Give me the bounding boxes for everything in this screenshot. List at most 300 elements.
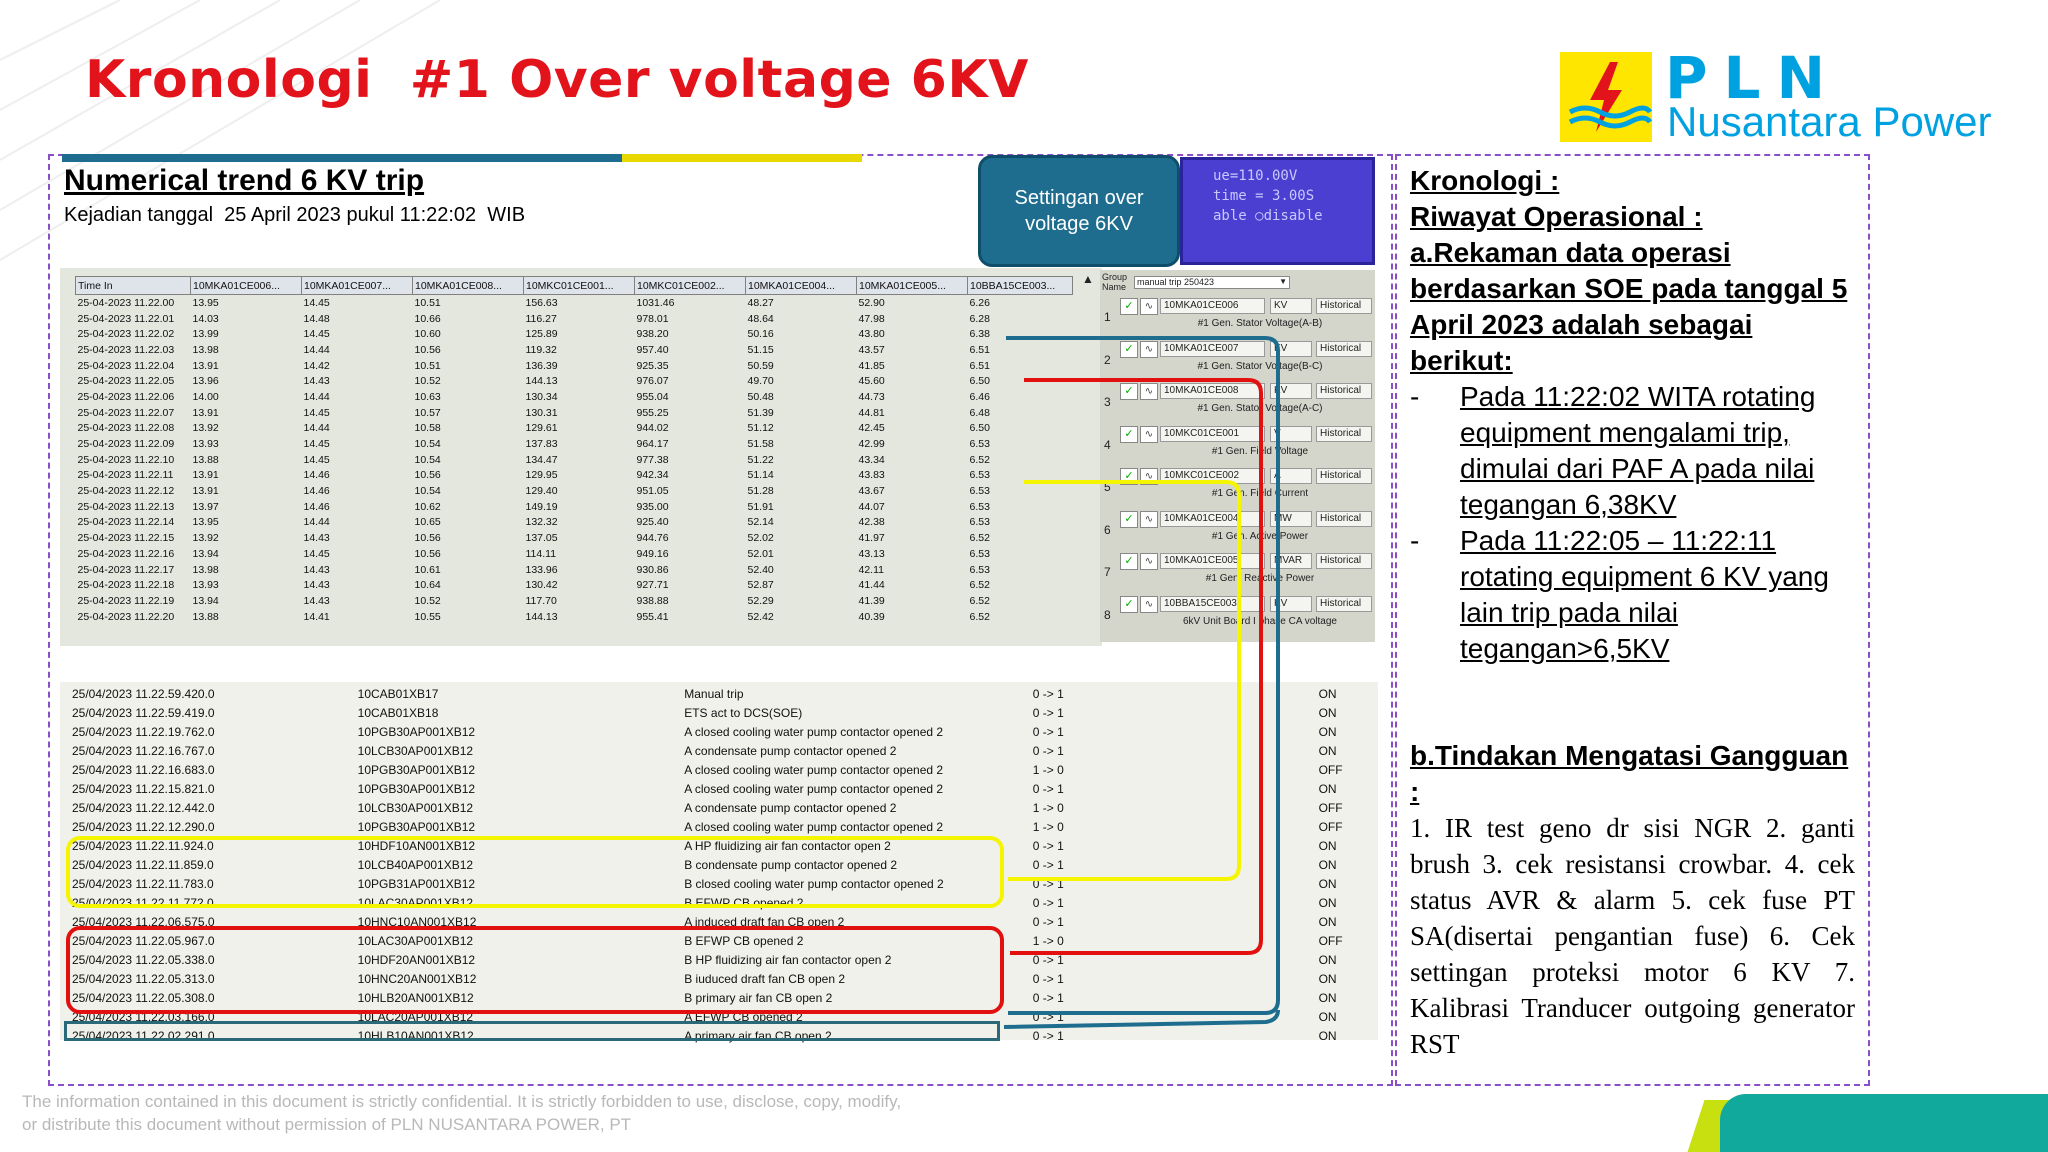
check-icon[interactable]: ✓ [1120, 383, 1138, 400]
trend-cell: 6.50 [969, 422, 990, 435]
footer-accent-teal [1720, 1094, 2048, 1152]
soe-cell: OFF [1318, 819, 1343, 834]
trend-cell: 129.40 [525, 485, 558, 498]
check-icon[interactable]: ✓ [1120, 298, 1138, 315]
trend-cell: 25-04-2023 11.22.06 [77, 390, 175, 403]
trend-cell: 14.45 [303, 296, 330, 309]
trend-cell: 13.94 [192, 594, 219, 607]
trend-column-header[interactable]: Time In [76, 277, 191, 295]
trend-cell: 25-04-2023 11.22.07 [77, 406, 175, 419]
group-item-unit: V [1270, 426, 1312, 442]
soe-cell: ON [1318, 876, 1337, 891]
trend-cell: 10.52 [414, 375, 441, 388]
trend-cell: 925.40 [636, 516, 669, 529]
trend-cell: 10.56 [414, 469, 441, 482]
soe-row [72, 703, 1378, 722]
group-item[interactable] [1100, 553, 1375, 595]
trend-cell: 6.52 [969, 594, 990, 607]
soe-cell: 25/04/2023 11.22.11.924.0 [72, 838, 214, 853]
trend-cell: 6.38 [969, 328, 990, 341]
group-item-mode: Historical [1316, 511, 1372, 527]
footer-line-1: The information contained in this document is strictly confidential. It is strictly forbidden to use, disclose, copy, modify, [22, 1092, 902, 1111]
soe-cell: ON [1318, 838, 1337, 853]
trend-cell: 132.32 [525, 516, 558, 529]
group-item[interactable] [1100, 383, 1375, 425]
trend-row [76, 358, 1073, 374]
trend-row [76, 609, 1073, 625]
group-panel [1082, 270, 1375, 642]
trend-cell: 6.52 [969, 453, 990, 466]
trend-cell: 52.02 [747, 532, 774, 545]
group-item-description: #1 Gen. Reactive Power [1205, 573, 1315, 584]
trend-cell: 14.03 [192, 312, 219, 325]
trend-cell: 48.64 [747, 312, 774, 325]
group-item-number: 6 [1104, 522, 1111, 537]
soe-cell: OFF [1318, 933, 1343, 948]
soe-cell: OFF [1318, 800, 1343, 815]
group-item[interactable] [1100, 341, 1375, 383]
trend-cell: 10.57 [414, 406, 441, 419]
trend-cell: 51.91 [747, 500, 774, 513]
trend-cell: 6.51 [969, 359, 990, 372]
trend-cell: 6.53 [969, 563, 990, 576]
trend-column-header[interactable]: 10BBA15CE003... [968, 277, 1073, 295]
group-item-description: #1 Gen. Stator Voltage(B-C) [1197, 360, 1323, 372]
soe-cell: 25/04/2023 11.22.02.291.0 [72, 1028, 215, 1043]
soe-cell: 10LAC30AP001XB12 [357, 933, 474, 948]
kronologi-heading: Kronologi : [1410, 165, 1560, 196]
soe-cell: 0 -> 1 [1032, 990, 1064, 1005]
group-item-tag: 10MKC01CE001 [1160, 426, 1265, 442]
group-item[interactable] [1100, 596, 1375, 638]
trend-cell: 137.05 [525, 532, 558, 545]
trend-cell: 10.51 [414, 296, 441, 309]
group-item-mode: Historical [1316, 426, 1372, 442]
soe-cell: 0 -> 1 [1032, 838, 1064, 853]
trend-cell: 6.53 [969, 516, 990, 529]
trend-cell: 10.51 [414, 359, 441, 372]
trend-cell: 14.44 [303, 422, 330, 435]
trend-column-header[interactable]: 10MKA01CE004... [746, 277, 857, 295]
soe-cell: 25/04/2023 11.22.06.575.0 [72, 914, 215, 929]
soe-cell: A closed cooling water pump contactor opened 2 [684, 819, 944, 834]
trend-cell: 144.13 [525, 610, 558, 623]
chevron-down-icon: ▼ [1279, 277, 1287, 286]
footer-line-2: or distribute this document without permission of PLN NUSANTARA POWER, PT [22, 1115, 632, 1134]
soe-cell: ON [1318, 705, 1337, 720]
trend-cell: 52.87 [747, 579, 774, 592]
trend-cell: 50.16 [747, 328, 774, 341]
trend-cell: 10.58 [414, 422, 441, 435]
trend-column-header[interactable]: 10MKA01CE008... [413, 277, 524, 295]
trend-cell: 25-04-2023 11.22.15 [77, 532, 175, 545]
group-item-unit: MVAR [1270, 553, 1312, 569]
soe-cell: 25/04/2023 11.22.15.821.0 [72, 781, 215, 796]
trend-cell: 10.66 [414, 312, 441, 325]
soe-cell: 0 -> 1 [1032, 876, 1064, 891]
trend-cell: 976.07 [636, 375, 669, 388]
group-item[interactable] [1100, 298, 1375, 340]
trend-cell: 10.54 [414, 485, 441, 498]
trend-cell: 1031.46 [636, 296, 675, 309]
trend-cell: 51.15 [747, 343, 774, 356]
trend-row [76, 562, 1073, 578]
trend-cell: 6.26 [969, 296, 990, 309]
soe-cell: 0 -> 1 [1032, 724, 1064, 739]
soe-cell: B closed cooling water pump contactor opened 2 [684, 876, 944, 891]
trend-cell: 6.53 [969, 485, 990, 498]
soe-cell: 0 -> 1 [1032, 743, 1064, 758]
check-icon[interactable]: ✓ [1120, 553, 1138, 570]
soe-cell: A induced draft fan CB open 2 [684, 914, 845, 929]
lightning-logo-icon [1560, 52, 1652, 142]
soe-cell: ON [1318, 1009, 1337, 1024]
trend-cell: 41.85 [858, 359, 885, 372]
trend-row [76, 593, 1073, 609]
trend-row [76, 421, 1073, 437]
group-item-tag: 10MKA01CE004 [1160, 511, 1265, 527]
trend-cell: 14.46 [303, 469, 330, 482]
soe-cell: ON [1318, 952, 1337, 967]
trend-cell: 13.98 [192, 563, 219, 576]
soe-row [72, 817, 1378, 836]
bullet-dash: - [1410, 525, 1420, 556]
trend-cell: 977.38 [636, 453, 669, 466]
trend-cell: 136.39 [525, 359, 558, 372]
trend-cell: 52.90 [858, 296, 885, 309]
trend-column-header[interactable]: 10MKA01CE007... [302, 277, 413, 295]
soe-cell: OFF [1318, 762, 1343, 777]
trend-cell: 25-04-2023 11.22.03 [77, 343, 175, 356]
soe-cell: 10PGB30AP001XB12 [357, 762, 476, 777]
group-item[interactable] [1100, 511, 1375, 553]
trend-cell: 6.53 [969, 469, 990, 482]
soe-cell: ON [1318, 781, 1337, 796]
trend-row [76, 452, 1073, 468]
check-icon[interactable]: ✓ [1120, 468, 1138, 485]
trend-line-icon[interactable]: ∿ [1140, 468, 1158, 485]
trend-line-icon[interactable]: ∿ [1140, 298, 1158, 315]
trend-cell: 137.83 [525, 438, 558, 451]
trend-cell: 52.42 [747, 610, 774, 623]
lcd-line-1: ue=110.00V [1213, 168, 1298, 184]
check-icon[interactable]: ✓ [1120, 426, 1138, 443]
trend-cell: 43.13 [858, 547, 885, 560]
trend-cell: 13.91 [192, 359, 219, 372]
trend-cell: 25-04-2023 11.22.18 [77, 579, 175, 592]
trend-cell: 129.95 [525, 469, 558, 482]
trend-row [76, 515, 1073, 531]
trend-column-header[interactable]: 10MKA01CE005... [857, 277, 968, 295]
soe-cell: A closed cooling water pump contactor opened 2 [684, 724, 944, 739]
trend-cell: 951.05 [636, 485, 669, 498]
trend-table-panel [60, 268, 1102, 646]
group-item-unit: KV [1270, 341, 1312, 357]
soe-cell: 0 -> 1 [1032, 686, 1064, 701]
group-item[interactable] [1100, 426, 1375, 468]
trend-cell: 14.45 [303, 438, 330, 451]
group-item-tag: 10MKA01CE007 [1160, 341, 1265, 357]
group-name-select[interactable] [1134, 276, 1290, 289]
soe-cell: A condensate pump contactor opened 2 [684, 743, 897, 758]
trend-cell: 25-04-2023 11.22.02 [77, 328, 175, 341]
soe-cell: 10CAB01XB17 [357, 686, 439, 701]
soe-cell: 1 -> 0 [1032, 819, 1064, 834]
check-icon[interactable]: ✓ [1120, 511, 1138, 528]
trend-cell: 42.45 [858, 422, 885, 435]
trend-cell: 49.70 [747, 375, 774, 388]
soe-cell: 0 -> 1 [1032, 914, 1064, 929]
soe-cell: A condensate pump contactor opened 2 [684, 800, 897, 815]
check-icon[interactable]: ✓ [1120, 341, 1138, 358]
soe-cell: 25/04/2023 11.22.12.290.0 [72, 819, 215, 834]
trend-cell: 25-04-2023 11.22.05 [77, 375, 175, 388]
soe-row [72, 779, 1378, 798]
trend-cell: 13.97 [192, 500, 219, 513]
soe-cell: 1 -> 0 [1032, 933, 1064, 948]
trend-row [76, 326, 1073, 342]
trend-cell: 129.61 [525, 422, 558, 435]
trend-cell: 14.00 [192, 390, 219, 403]
soe-cell: 10LCB30AP001XB12 [357, 743, 474, 758]
trend-cell: 14.46 [303, 485, 330, 498]
soe-cell: 0 -> 1 [1032, 1028, 1064, 1043]
yellow-highlight-box [66, 836, 1004, 908]
trend-cell: 10.52 [414, 594, 441, 607]
soe-cell: 0 -> 1 [1032, 705, 1064, 720]
group-item-number: 7 [1104, 565, 1111, 579]
trend-cell: 116.27 [525, 312, 557, 325]
teal-highlight-box [64, 1021, 1000, 1041]
trend-row [76, 530, 1073, 546]
soe-cell: 10LCB40AP001XB12 [357, 857, 474, 872]
trend-cell: 134.47 [525, 453, 558, 466]
trend-cell: 43.80 [858, 328, 885, 341]
trend-cell: 44.07 [858, 500, 885, 513]
trend-cell: 13.93 [192, 438, 219, 451]
trend-cell: 14.45 [303, 547, 330, 560]
soe-cell: A EFWP CB opened 2 [684, 1009, 803, 1024]
soe-cell: 0 -> 1 [1032, 857, 1064, 872]
group-item-tag: 10MKC01CE002 [1160, 468, 1265, 484]
trend-cell: 43.67 [858, 485, 885, 498]
trend-cell: 41.97 [858, 532, 885, 545]
trend-cell: 10.65 [414, 516, 441, 529]
trend-cell: 25-04-2023 11.22.16 [77, 547, 175, 560]
lcd-line-2: time = 3.00S [1213, 188, 1315, 204]
group-item-number: 4 [1104, 437, 1111, 452]
trend-line-icon[interactable]: ∿ [1140, 341, 1158, 358]
tindakan-heading: b.Tindakan Mengatasi Gangguan : [1410, 740, 1849, 807]
group-item-description: #1 Gen. Stator Voltage(A-C) [1197, 403, 1323, 414]
trend-cell: 6.53 [969, 438, 990, 451]
trend-cell: 42.99 [858, 438, 885, 451]
bullet-dash: - [1410, 381, 1420, 412]
trend-cell: 13.93 [192, 579, 219, 592]
trend-cell: 6.53 [969, 547, 990, 560]
trend-cell: 25-04-2023 11.22.19 [77, 594, 175, 607]
trend-cell: 43.34 [858, 453, 885, 466]
group-item-unit: KV [1270, 298, 1312, 314]
trend-cell: 40.39 [858, 610, 885, 623]
trend-cell: 6.51 [969, 343, 990, 356]
trend-row [76, 389, 1073, 405]
trend-row [76, 405, 1073, 421]
group-item-unit: MW [1270, 511, 1312, 527]
trend-cell: 14.45 [303, 406, 330, 419]
rekaman-heading: a.Rekaman data operasi berdasarkan SOE pada tanggal 5 April 2023 adalah sebagai berikut: [1410, 237, 1848, 376]
trend-cell: 52.40 [747, 563, 774, 576]
trend-cell: 6.50 [969, 375, 990, 388]
soe-cell: B EFWP CB opened 2 [684, 933, 804, 948]
soe-cell: 10HDF10AN001XB12 [357, 838, 476, 853]
trend-cell: 51.12 [747, 422, 774, 435]
trend-cell: 13.92 [192, 532, 219, 545]
soe-cell: A closed cooling water pump contactor opened 2 [684, 762, 944, 777]
soe-cell: 25/04/2023 11.22.19.762.0 [72, 724, 215, 739]
soe-cell: 10HNC10AN001XB12 [357, 914, 477, 929]
trend-cell: 925.35 [636, 359, 669, 372]
trend-column-header[interactable]: 10MKA01CE006... [191, 277, 302, 295]
bullet-2: Pada 11:22:05 – 11:22:11 rotating equipment 6 KV yang lain trip pada nilai tegangan>6,5KV [1460, 525, 1829, 664]
trend-cell: 14.43 [303, 375, 330, 388]
group-item-mode: Historical [1316, 553, 1372, 569]
trend-cell: 51.22 [747, 453, 774, 466]
trend-row [76, 295, 1073, 311]
trend-cell: 13.91 [192, 469, 219, 482]
soe-row [72, 741, 1378, 760]
trend-cell: 955.25 [636, 406, 669, 419]
trend-cell: 10.61 [414, 563, 441, 576]
soe-cell: 0 -> 1 [1032, 971, 1064, 986]
soe-cell: ON [1318, 857, 1337, 872]
trend-cell: 14.43 [303, 563, 330, 576]
tindakan-text: 1. IR test geno dr sisi NGR 2. ganti brush 3. cek resistansi crowbar. 4. cek status AVR & alarm 5. cek fuse PT SA(disertai pengantian fuse) 6. Cek settingan proteksi motor 6 KV 7. Kalibrasi Tranducer outgoing generator RST [1410, 813, 1855, 1059]
trend-cell: 938.88 [636, 594, 669, 607]
trend-cell: 25-04-2023 11.22.00 [77, 296, 175, 309]
trend-cell: 10.54 [414, 453, 441, 466]
trend-cell: 949.16 [636, 547, 669, 560]
trend-cell: 156.63 [525, 296, 558, 309]
trend-row [76, 577, 1073, 593]
trend-cell: 50.48 [747, 390, 774, 403]
soe-cell: 10PGB30AP001XB12 [357, 819, 476, 834]
soe-cell: 25/04/2023 11.22.05.338.0 [72, 952, 215, 967]
soe-cell: ON [1318, 971, 1337, 986]
trend-cell: 44.81 [858, 406, 885, 419]
trend-cell: 14.43 [303, 532, 330, 545]
group-item-unit: A [1270, 468, 1312, 484]
trend-cell: 930.86 [636, 563, 669, 576]
trend-cell: 10.62 [414, 500, 441, 513]
soe-cell: ON [1318, 743, 1337, 758]
trend-cell: 10.56 [414, 343, 441, 356]
soe-cell: 1 -> 0 [1032, 800, 1064, 815]
trend-cell: 42.38 [858, 516, 885, 529]
group-item-description: #1 Gen. Field Current [1211, 488, 1309, 499]
soe-cell: A closed cooling water pump contactor opened 2 [684, 781, 944, 796]
trend-line-icon[interactable]: ∿ [1140, 426, 1158, 443]
trend-cell: 125.89 [525, 328, 558, 341]
trend-cell: 13.99 [192, 328, 219, 341]
check-icon[interactable]: ✓ [1120, 596, 1138, 613]
trend-cell: 43.57 [858, 343, 885, 356]
trend-cell: 14.43 [303, 594, 330, 607]
trend-column-header[interactable]: 10MKC01CE001... [524, 277, 635, 295]
trend-cell: 25-04-2023 11.22.12 [77, 485, 175, 498]
soe-cell: 10LAC30AP001XB12 [357, 895, 474, 910]
trend-line-icon[interactable]: ∿ [1140, 383, 1158, 400]
soe-cell: 25/04/2023 11.22.16.767.0 [72, 743, 215, 758]
trend-line-icon[interactable]: ∿ [1140, 596, 1158, 613]
soe-cell: ETS act to DCS(SOE) [684, 705, 803, 720]
soe-cell: ON [1318, 724, 1337, 739]
soe-cell: ON [1318, 1028, 1337, 1043]
group-item-mode: Historical [1316, 596, 1372, 612]
soe-cell: A HP fluidizing air fan contactor open 2 [684, 838, 891, 853]
trend-row [76, 483, 1073, 499]
trend-cell: 130.31 [525, 406, 558, 419]
trend-line-icon[interactable]: ∿ [1140, 511, 1158, 528]
group-name-label: Group Name [1102, 272, 1128, 292]
soe-cell: 0 -> 1 [1032, 895, 1064, 910]
soe-cell: 25/04/2023 11.22.11.783.0 [72, 876, 214, 891]
group-item-mode: Historical [1316, 383, 1372, 399]
soe-cell: ON [1318, 914, 1337, 929]
trend-cell: 10.56 [414, 532, 441, 545]
trend-cell: 144.13 [525, 375, 558, 388]
group-item[interactable] [1100, 468, 1375, 510]
trend-row [76, 436, 1073, 452]
soe-cell: 10PGB30AP001XB12 [357, 781, 476, 796]
group-item-number: 3 [1104, 395, 1111, 409]
trend-row [76, 546, 1073, 562]
trend-cell: 13.92 [192, 422, 219, 435]
soe-cell: 25/04/2023 11.22.59.419.0 [72, 705, 215, 720]
trend-line-icon[interactable]: ∿ [1140, 553, 1158, 570]
soe-cell: 25/04/2023 11.22.05.313.0 [72, 971, 215, 986]
group-item-description: #1 Gen. Field Voltage [1211, 445, 1309, 457]
trend-cell: 25-04-2023 11.22.17 [77, 563, 175, 576]
trend-cell: 13.94 [192, 547, 219, 560]
soe-cell: 25/04/2023 11.22.05.967.0 [72, 933, 215, 948]
page-title: Kronologi #1 Over voltage 6KV [85, 50, 1029, 110]
pln-logo [1560, 44, 2010, 150]
trend-cell: 43.83 [858, 469, 885, 482]
trend-cell: 6.46 [969, 390, 990, 403]
soe-cell: B HP fluidizing air fan contactor open 2 [684, 952, 892, 967]
trend-cell: 14.48 [303, 312, 330, 325]
soe-cell: 10LCB30AP001XB12 [357, 800, 474, 815]
trend-row [76, 468, 1073, 484]
trend-column-header[interactable]: 10MKC01CE002... [635, 277, 746, 295]
move-top-icon[interactable]: ▲ [1082, 272, 1094, 286]
group-item-tag: 10MKA01CE008 [1160, 383, 1265, 399]
relay-lcd-display [1180, 157, 1375, 265]
trend-cell: 13.91 [192, 406, 219, 419]
trend-cell: 119.32 [525, 343, 557, 356]
trend-cell: 48.27 [747, 296, 774, 309]
trend-cell: 52.01 [747, 547, 774, 560]
soe-cell: 10LAC20AP001XB12 [357, 1009, 474, 1024]
trend-cell: 25-04-2023 11.22.14 [77, 516, 175, 529]
trend-cell: 14.45 [303, 453, 330, 466]
trend-cell: 44.73 [858, 390, 885, 403]
red-highlight-box [66, 926, 1004, 1014]
trend-cell: 6.53 [969, 500, 990, 513]
trend-cell: 14.44 [303, 390, 330, 403]
trend-cell: 10.55 [414, 610, 441, 623]
